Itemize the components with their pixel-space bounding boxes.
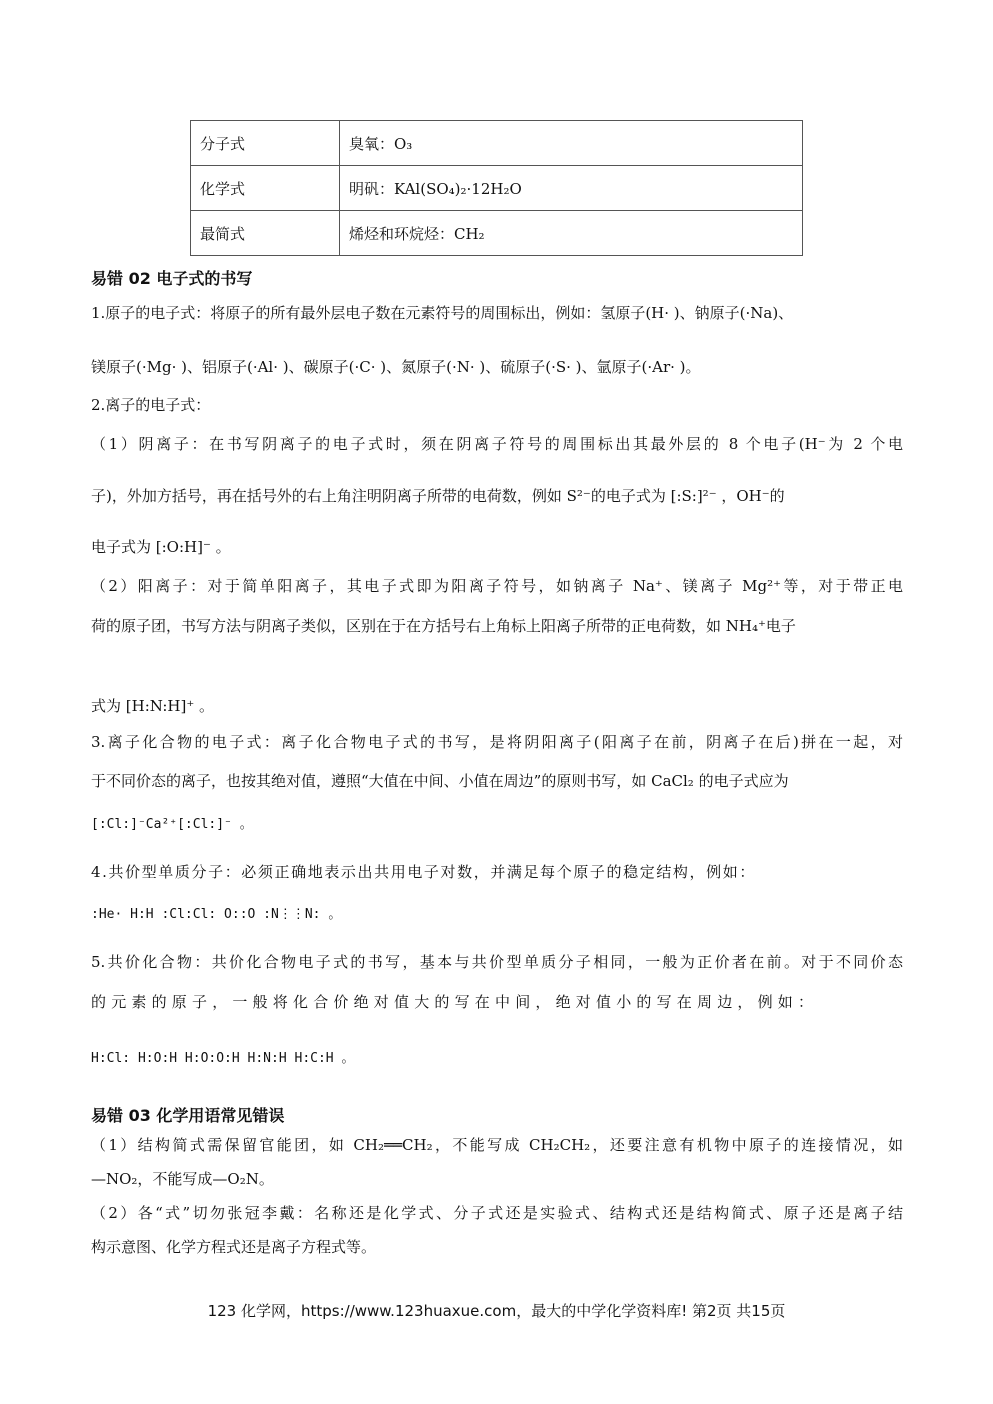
covalent-compound-examples: H:Cl: H:O:H H:O:O:H H:N:H H:C:H 。 xyxy=(91,1051,355,1066)
section-03-heading: 易错 03 化学用语常见错误 xyxy=(91,1106,285,1125)
paragraph-structure-simplified-1: （1）结构简式需保留官能团，如 CH₂══CH₂，不能写成 CH₂CH₂，还要注意有机物中原子的连接情况，如 xyxy=(91,1136,903,1154)
paragraph-atom-electron-formula-2: 镁原子(·Mg· )、铝原子(·Al· )、碳原子(·C· )、氮原子(·N· )、硫原子(·S· )、氩原子(·Ar· )。 xyxy=(91,358,701,376)
page-footer: 123 化学网，https://www.123huaxue.com，最大的中学化学资料库! 第2页 共15页 xyxy=(207,1302,786,1320)
paragraph-covalent-compound-2: 的元素的原子，一般将化合价绝对值大的写在中间，绝对值小的写在周边，例如： xyxy=(91,993,819,1011)
paragraph-structure-simplified-2: —NO₂，不能写成—O₂N。 xyxy=(91,1170,274,1188)
covalent-element-examples: :He· H:H :Cl:Cl: O::O :N⋮⋮N: 。 xyxy=(91,907,342,922)
paragraph-cation-3: 式为 [H:N:H]⁺ 。 xyxy=(91,697,215,715)
paragraph-ion-electron-formula: 2.离子的电子式： xyxy=(91,396,211,414)
paragraph-covalent-element-1: 4.共价型单质分子：必须正确地表示出共用电子对数，并满足每个原子的稳定结构，例如： xyxy=(91,863,756,881)
table-cell-label: 最简式 xyxy=(191,211,340,256)
paragraph-formula-types-1: （2）各“式”切勿张冠李戴：名称还是化学式、分子式还是实验式、结构式还是结构简式、原子还是离子结 xyxy=(91,1204,903,1222)
table-cell-value: 明矾：KAl(SO₄)₂·12H₂O xyxy=(340,166,803,211)
paragraph-ionic-compound-2: 于不同价态的离子，也按其绝对值，遵照“大值在中间、小值在周边”的原则书写，如 CaCl₂ 的电子式应为 xyxy=(91,772,789,790)
paragraph-ionic-compound-1: 3.离子化合物的电子式：离子化合物电子式的书写，是将阴阳离子(阳离子在前，阴离子在后)拼在一起，对 xyxy=(91,733,903,751)
paragraph-anion-1: （1）阴离子：在书写阴离子的电子式时，须在阴离子符号的周围标出其最外层的 8 个电子(H⁻为 2 个电 xyxy=(91,435,903,453)
table-row xyxy=(191,166,803,211)
cacl2-electron-formula: [:Cl:]⁻Ca²⁺[:Cl:]⁻ 。 xyxy=(91,817,253,832)
paragraph-anion-3: 电子式为 [:O:H]⁻ 。 xyxy=(91,538,231,556)
paragraph-covalent-compound-1: 5.共价化合物：共价化合物电子式的书写，基本与共价型单质分子相同，一般为正价者在前。对于不同价态 xyxy=(91,953,903,971)
table-cell-value: 烯烃和环烷烃：CH₂ xyxy=(340,211,803,256)
paragraph-atom-electron-formula-1: 1.原子的电子式：将原子的所有最外层电子数在元素符号的周围标出，例如：氢原子(H· )、钠原子(·Na)、 xyxy=(91,304,794,322)
paragraph-formula-types-2: 构示意图、化学方程式还是离子方程式等。 xyxy=(91,1238,377,1256)
table-row xyxy=(191,121,803,166)
paragraph-cation-2: 荷的原子团，书写方法与阴离子类似，区别在于在方括号右上角标上阳离子所带的正电荷数，如 NH₄⁺电子 xyxy=(91,617,796,635)
formula-table xyxy=(190,120,803,256)
paragraph-anion-2: 子)，外加方括号，再在括号外的右上角注明阴离子所带的电荷数，例如 S²⁻的电子式为 [:S:]²⁻ ，OH⁻的 xyxy=(91,487,785,505)
table-cell-label: 分子式 xyxy=(191,121,340,166)
table-cell-label: 化学式 xyxy=(191,166,340,211)
section-02-heading: 易错 02 电子式的书写 xyxy=(91,269,253,288)
paragraph-cation-1: （2）阳离子：对于简单阳离子，其电子式即为阳离子符号，如钠离子 Na⁺、镁离子 Mg²⁺等，对于带正电 xyxy=(91,577,903,595)
table-row xyxy=(191,211,803,256)
table-cell-value: 臭氧：O₃ xyxy=(340,121,803,166)
